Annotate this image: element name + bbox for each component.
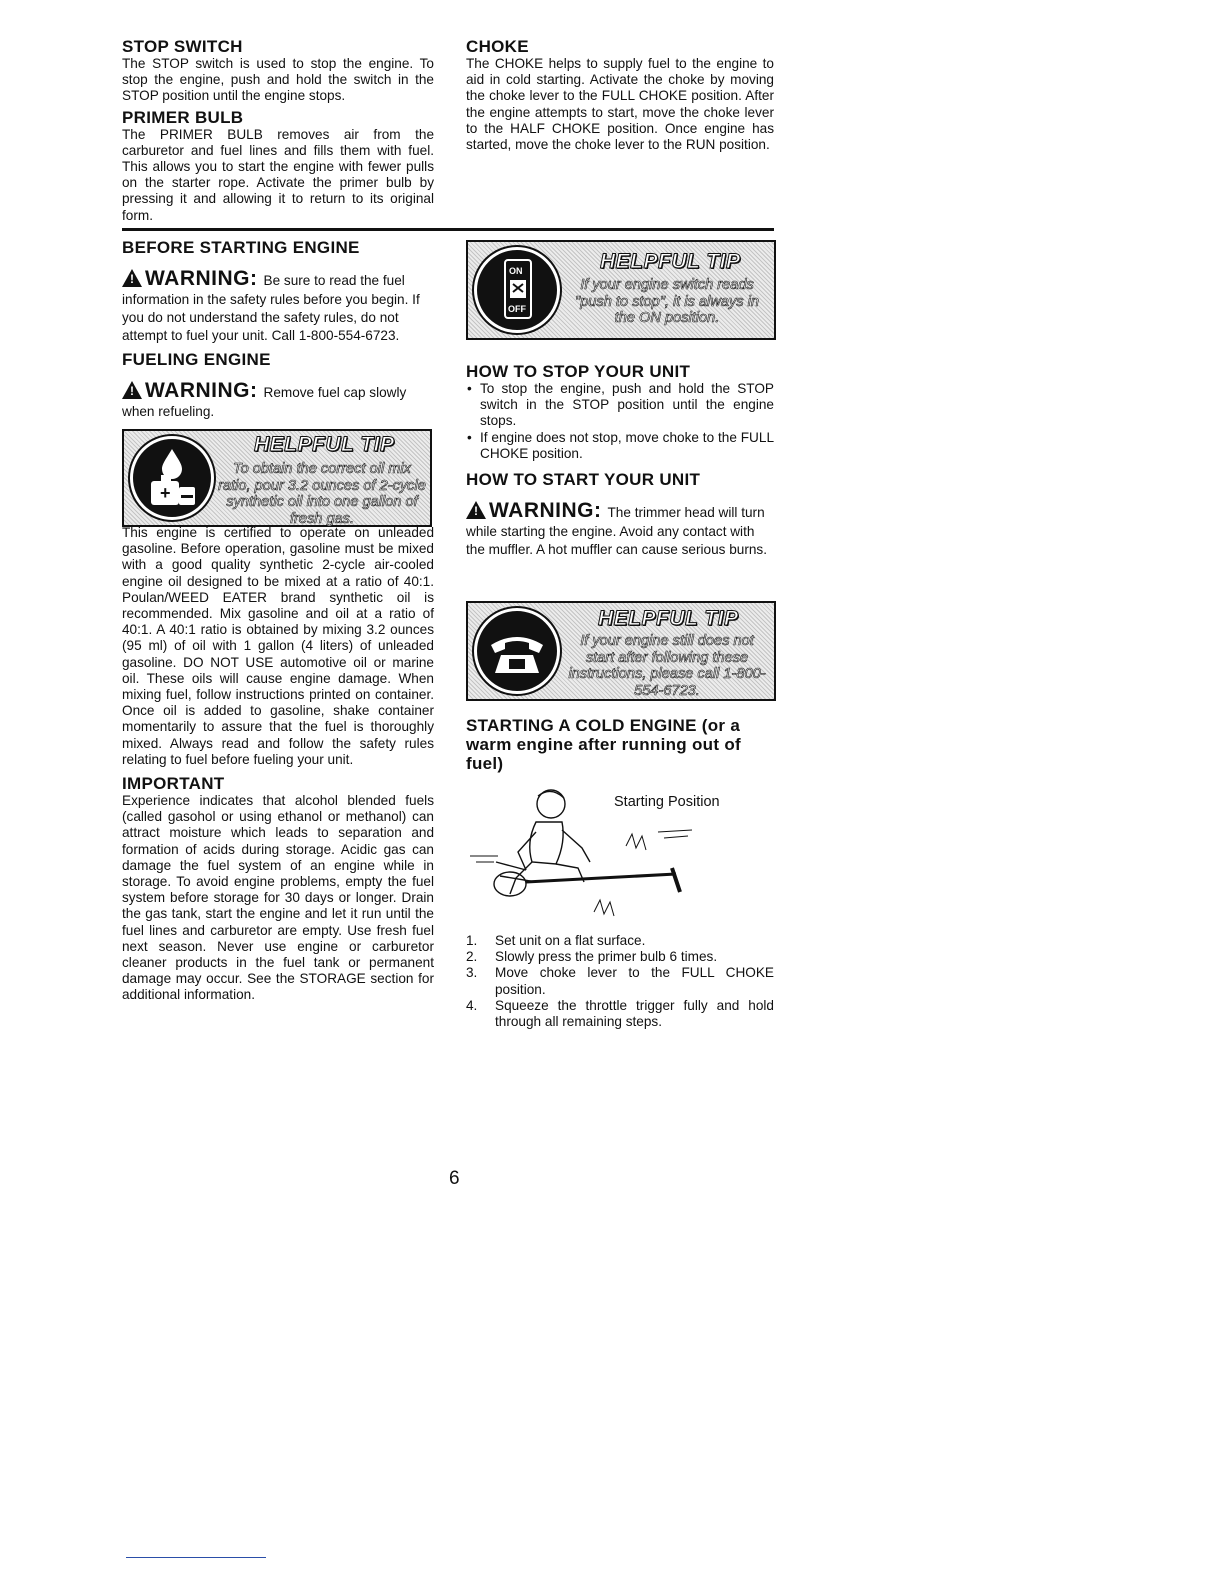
helpful-tip-text: If your engine still does not start after following these instructions, please call 1-800-554-6723. bbox=[568, 633, 766, 699]
helpful-tip-title: HELPFUL TIP bbox=[600, 250, 741, 273]
stop-switch-heading: STOP SWITCH bbox=[122, 37, 243, 56]
list-item: 2. Slowly press the primer bulb 6 times. bbox=[466, 949, 718, 965]
primer-bulb-heading: PRIMER BULB bbox=[122, 107, 244, 127]
helpful-tip-text: To obtain the correct oil mix ratio, pour 3.2 ounces of 2-cycle synthetic oil into one gallon of fresh gas. bbox=[218, 461, 426, 527]
helpful-tip-text: If your engine switch reads "push to stop", it is always in the ON position. bbox=[575, 277, 759, 326]
list-item: 3. Move choke lever to the FULL CHOKE position. bbox=[466, 965, 774, 997]
svg-text:+: + bbox=[160, 483, 171, 503]
figure-label: Starting Position bbox=[614, 794, 720, 810]
choke-text: The CHOKE helps to supply fuel to the engine to aid in cold starting. Activate the choke by moving the choke lever to the FULL CHOKE position. After the engine attempts to start, move the choke lever to the HALF CHOKE position. Once engine has started, move the choke lever to the RUN position. bbox=[466, 56, 774, 153]
list-item: • If engine does not stop, move choke to the FULL CHOKE position. bbox=[466, 430, 774, 462]
primer-bulb-text: The PRIMER BULB removes air from the carburetor and fuel lines and fills them with fuel. This allows you to start the engine with fewer pulls on the starter rope. Activate the primer bulb by pressing it and allowing it to return to its original form. bbox=[122, 126, 434, 223]
page-number: 6 bbox=[449, 1168, 460, 1189]
section-divider bbox=[122, 228, 774, 231]
fueling-heading: FUELING ENGINE bbox=[122, 350, 271, 369]
on-off-switch-icon bbox=[474, 247, 560, 333]
warning-text: Be sure to read the fuel information in the safety rules before you begin. If you do not understand the safety rules, do not attempt to fuel your unit. Call 1-800-554-6723. bbox=[122, 273, 420, 343]
helpful-tip-switch bbox=[466, 240, 776, 340]
important-heading: IMPORTANT bbox=[122, 774, 225, 794]
stop-switch-section bbox=[122, 37, 434, 224]
fuel-oil-icon bbox=[130, 436, 214, 520]
stop-unit-list bbox=[466, 381, 774, 462]
list-item: 4. Squeeze the throttle trigger fully and hold through all remaining steps. bbox=[466, 997, 774, 1030]
telephone-icon bbox=[474, 608, 560, 694]
warning-icon: ! bbox=[466, 501, 486, 519]
helpful-tip-title: HELPFUL TIP bbox=[598, 607, 739, 630]
steps-list bbox=[466, 933, 774, 1030]
before-starting-section bbox=[122, 238, 434, 421]
helpful-tip-oil-mix bbox=[122, 429, 432, 527]
warning-label: WARNING: bbox=[145, 379, 258, 402]
warning-text: The trimmer head will turn while starting the engine. Avoid any contact with the muffler. A hot muffler can cause serious burns. bbox=[466, 505, 767, 558]
cold-engine-steps bbox=[466, 933, 774, 1030]
fueling-body-section bbox=[122, 525, 434, 1004]
on-label: ON bbox=[509, 266, 523, 276]
warning-icon: ! bbox=[122, 269, 142, 287]
list-item: • To stop the engine, push and hold the STOP switch in the STOP position until the engine stops. bbox=[466, 381, 774, 430]
warning-icon: ! bbox=[122, 381, 142, 399]
important-text: Experience indicates that alcohol blended fuels (called gasohol or using ethanol or methanol) can attract moisture which leads to separation and formation of acids during storage. Acidic gas can damage the fuel system of an engine while in storage. To avoid engine problems, empty the fuel system before storage for 30 days or longer. Drain the gas tank, start the engine and let it run until the fuel lines and carburetor are empty. Use fresh fuel next season. Never use engine or carburetor cleaner products in the fuel tank or permanent damage may occur. See the STORAGE section for additional information. bbox=[122, 793, 434, 1003]
start-unit-heading: HOW TO START YOUR UNIT bbox=[466, 470, 701, 490]
warning-text: Remove fuel cap slowly when refueling. bbox=[122, 385, 407, 419]
before-starting-warning bbox=[122, 267, 434, 345]
fueling-warning bbox=[122, 379, 434, 421]
footer-line bbox=[126, 1557, 266, 1558]
warning-label: WARNING: bbox=[489, 499, 602, 523]
before-starting-heading: BEFORE STARTING ENGINE bbox=[122, 238, 360, 257]
starting-position-figure bbox=[466, 782, 774, 922]
off-label: OFF bbox=[508, 304, 526, 314]
fueling-text: This engine is certified to operate on unleaded gasoline. Before operation, gasoline must be mixed with a good quality synthetic 2-cycle air-cooled engine oil designed to be mixed at a ratio of 40:1. Poulan/WEED EATER brand synthetic oil is recommended. Mix gasoline and oil at a ratio of 40:1. A 40:1 ratio is obtained by mixing 3.2 ounces (95 ml) of oil with 1 gallon (4 liters) of unleaded gasoline. DO NOT USE automotive oil or marine oil. These oils will cause engine damage. When mixing fuel, follow instructions printed on container. Once oil is added to gasoline, shake container momentarily to assure that the fuel is thoroughly mixed. Always read and follow the safety rules relating to fuel before fueling your unit. bbox=[122, 525, 434, 767]
start-unit-warning bbox=[466, 499, 774, 559]
warning-label: WARNING: bbox=[145, 267, 258, 290]
helpful-tip-title: HELPFUL TIP bbox=[254, 433, 395, 456]
choke-heading: CHOKE bbox=[466, 37, 529, 56]
cold-engine-heading: STARTING A COLD ENGINE (or a warm engine after running out of fuel) bbox=[466, 716, 741, 773]
stop-unit-heading: HOW TO STOP YOUR UNIT bbox=[466, 362, 691, 381]
helpful-tip-call bbox=[466, 601, 776, 701]
list-item: 1. Set unit on a flat surface. bbox=[466, 933, 646, 948]
stop-unit-section bbox=[466, 362, 774, 559]
cold-engine-section bbox=[466, 716, 774, 773]
choke-section bbox=[466, 37, 774, 153]
stop-switch-text: The STOP switch is used to stop the engine. To stop the engine, push and hold the switch in the STOP position until the engine stops. bbox=[122, 56, 434, 104]
